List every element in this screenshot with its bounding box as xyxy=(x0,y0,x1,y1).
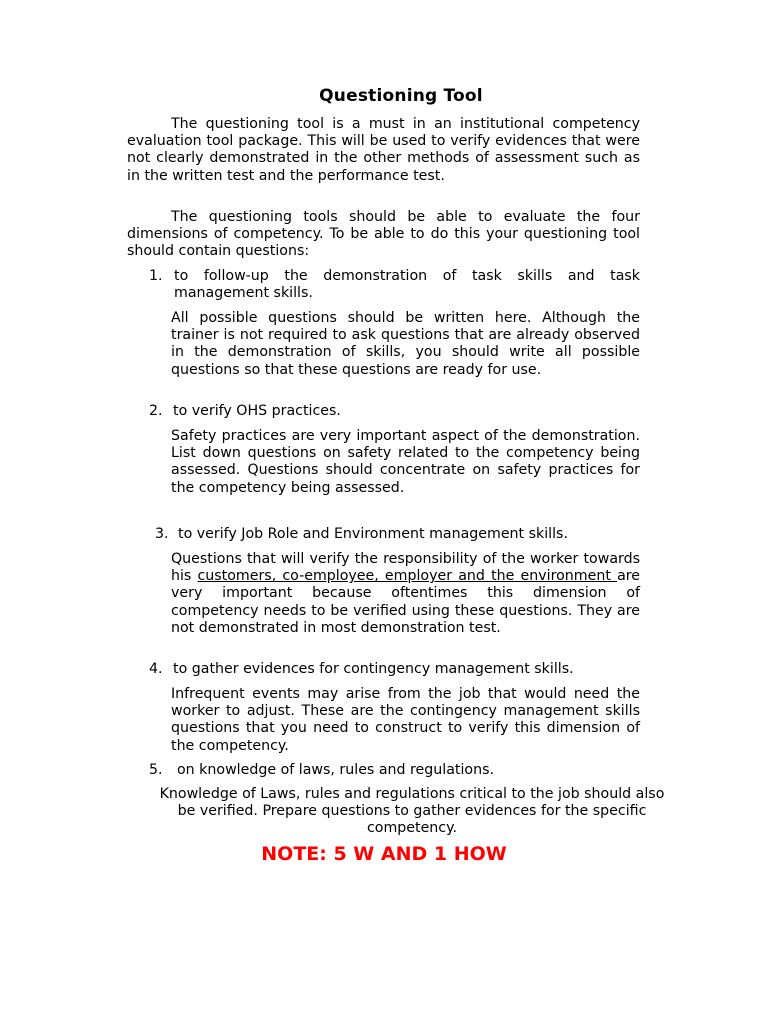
intro-paragraph-1: The questioning tool is a must in an institutional competency evaluation tool package. This will be used to verify evidences that were not clearly demonstrated in the other methods of assessment such as in the written test and the performance test. xyxy=(127,116,640,184)
item-2-number: 2. xyxy=(149,403,163,419)
item-3-body-underlined: customers, co-employee, employer and the environment xyxy=(197,568,618,585)
item-3-body xyxy=(171,551,640,637)
item-1-number: 1. xyxy=(149,268,163,284)
item-5-heading: on knowledge of laws, rules and regulations. xyxy=(177,762,494,778)
item-3-heading: to verify Job Role and Environment management skills. xyxy=(178,526,568,542)
item-1-body: All possible questions should be written here. Although the trainer is not required to ask questions that are already observed in the demonstration of skills, you should write all possible questions so that these questions are ready for use. xyxy=(171,310,640,378)
item-1-heading: to follow-up the demonstration of task skills and task management skills. xyxy=(174,268,640,302)
page-title: Questioning Tool xyxy=(319,86,483,106)
item-3-number: 3. xyxy=(155,526,169,542)
item-5-number: 5. xyxy=(149,762,163,778)
item-3-body-end: are very important because oftentimes this dimension of competency needs to be verified using these questions. They are not demonstrated in most demonstration test. xyxy=(171,568,641,636)
item-2-body: Safety practices are very important aspect of the demonstration. List down questions on safety related to the competency being assessed. Questions should concentrate on safety practices for the competency being assessed. xyxy=(171,428,640,496)
intro-paragraph-2: The questioning tools should be able to evaluate the four dimensions of competency. To be able to do this your questioning tool should contain questions: xyxy=(127,209,640,260)
note-callout: NOTE: 5 W AND 1 HOW xyxy=(261,843,507,865)
item-4-heading: to gather evidences for contingency management skills. xyxy=(173,661,574,677)
item-4-number: 4. xyxy=(149,661,163,677)
item-5-body: Knowledge of Laws, rules and regulations critical to the job should also be verified. Prepare questions to gather evidences for the specific competency. xyxy=(159,786,665,837)
item-3-body-start: Questions that will verify the responsibility of the worker towards his xyxy=(171,551,640,585)
item-2-heading: to verify OHS practices. xyxy=(173,403,341,419)
item-4-body: Infrequent events may arise from the job that would need the worker to adjust. These are the contingency management skills questions that you need to construct to verify this dimension of the competency. xyxy=(171,686,640,754)
